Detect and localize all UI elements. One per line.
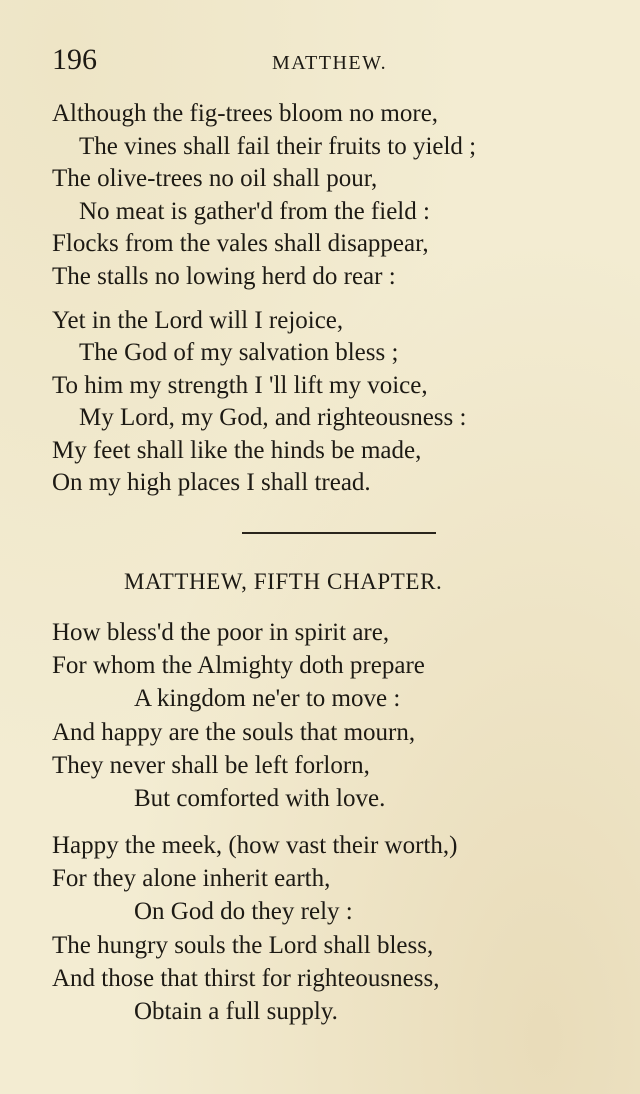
verse-line: On God do they rely : bbox=[134, 898, 353, 926]
verse-line: And happy are the souls that mourn, bbox=[52, 718, 416, 746]
verse-line: Yet in the Lord will I rejoice, bbox=[52, 307, 344, 334]
verse-line: Happy the meek, (how vast their worth,) bbox=[52, 832, 458, 859]
verse-line: For they alone inherit earth, bbox=[52, 865, 331, 893]
chapter-stanza-2 bbox=[52, 829, 612, 1028]
verse-line: The God of my salvation bless ; bbox=[79, 339, 399, 367]
verse-line: No meat is gather'd from the field : bbox=[79, 197, 430, 225]
running-title: MATTHEW. bbox=[272, 52, 388, 74]
verse-line: How bless'd the poor in spirit are, bbox=[52, 619, 390, 646]
section-divider bbox=[242, 532, 436, 534]
verse-line: And those that thirst for righteousness, bbox=[52, 964, 440, 992]
chapter-heading: MATTHEW, FIFTH CHAPTER. bbox=[124, 569, 443, 594]
verse-line: My feet shall like the hinds be made, bbox=[52, 436, 422, 464]
verse-line: Flocks from the vales shall disappear, bbox=[52, 230, 429, 258]
verse-line: For whom the Almighty doth prepare bbox=[52, 652, 425, 680]
verse-line: To him my strength I 'll lift my voice, bbox=[52, 371, 428, 399]
verse-line: On my high places I shall tread. bbox=[52, 469, 371, 497]
verse-line: Although the fig-trees bloom no more, bbox=[52, 100, 439, 127]
verse-line: The vines shall fail their fruits to yield ; bbox=[79, 132, 477, 160]
verse-line: The stalls no lowing herd do rear : bbox=[52, 262, 396, 290]
verse-line: Obtain a full supply. bbox=[134, 998, 338, 1026]
hymn-stanza-1 bbox=[52, 98, 612, 294]
hymn-stanza-2 bbox=[52, 305, 612, 499]
page-number: 196 bbox=[52, 43, 97, 76]
verse-line: But comforted with love. bbox=[134, 785, 386, 813]
verse-line: The olive-trees no oil shall pour, bbox=[52, 165, 378, 193]
verse-line: My Lord, my God, and righteousness : bbox=[79, 404, 467, 432]
verse-line: A kingdom ne'er to move : bbox=[134, 685, 401, 713]
chapter-stanza-1 bbox=[52, 616, 612, 815]
verse-line: The hungry souls the Lord shall bless, bbox=[52, 931, 434, 959]
verse-line: They never shall be left forlorn, bbox=[52, 751, 370, 779]
